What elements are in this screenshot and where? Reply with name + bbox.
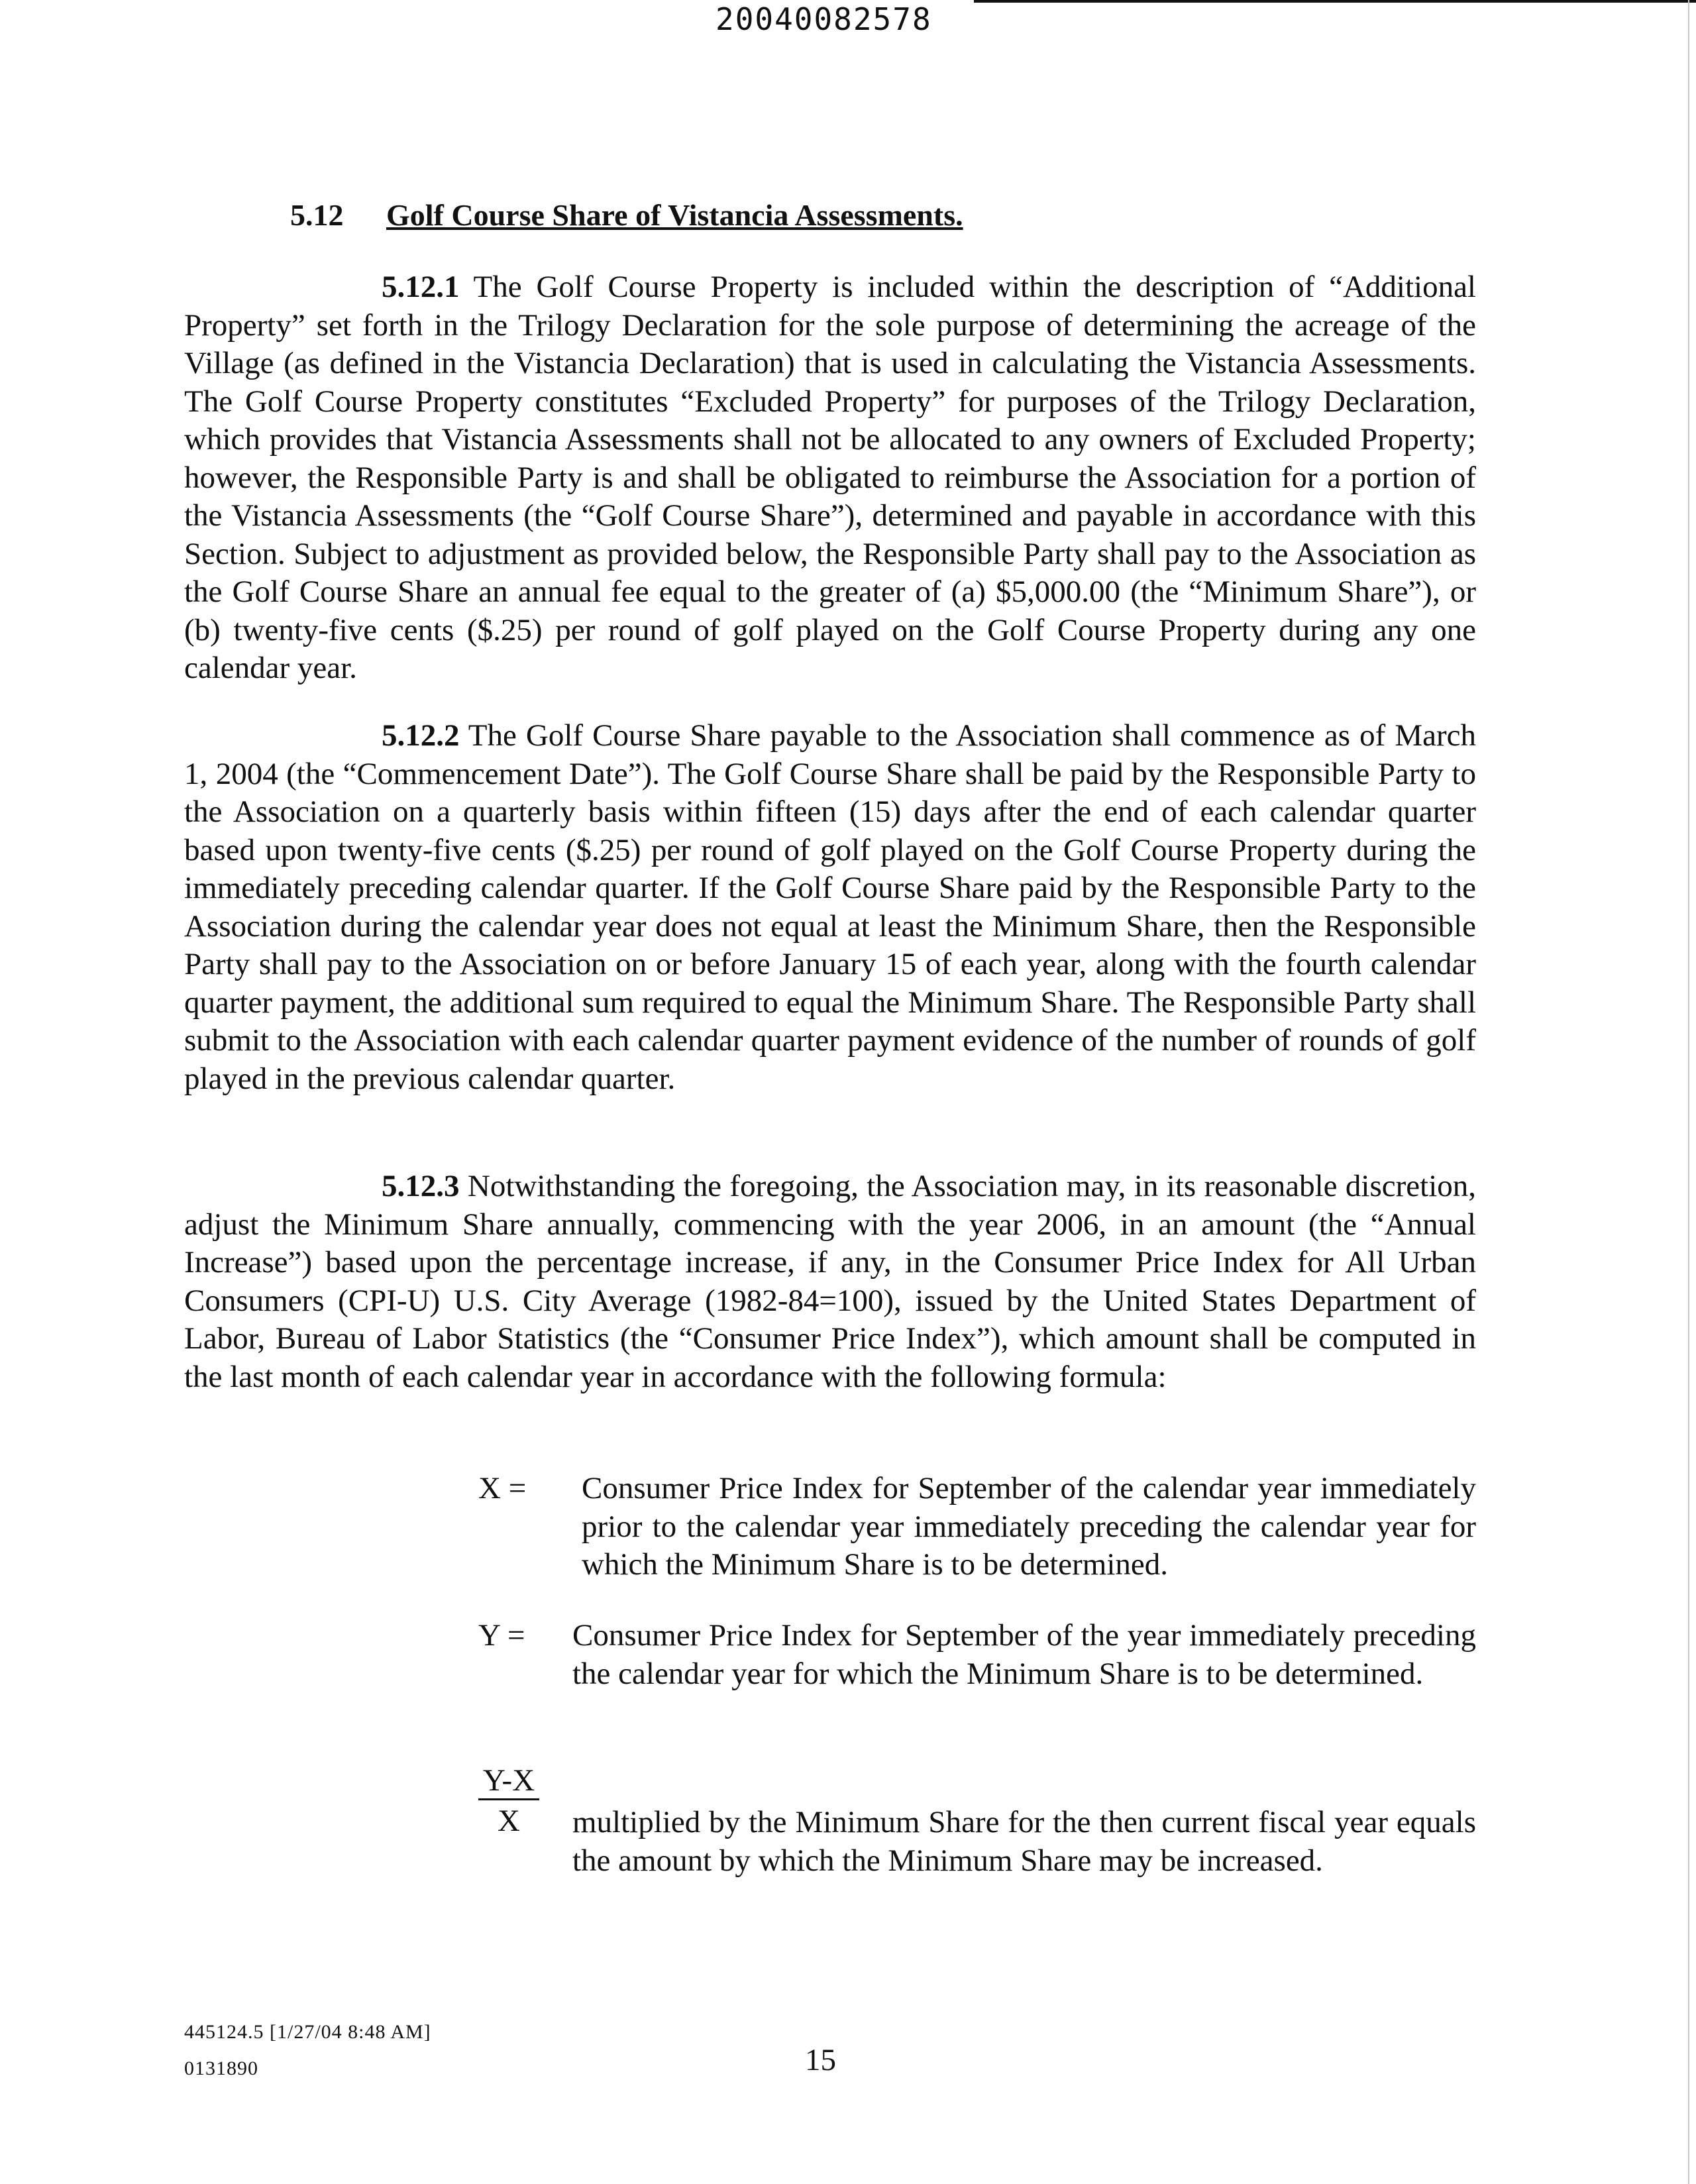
paragraph-5-12-3 bbox=[184, 1168, 1476, 1396]
section-number: 5.12 bbox=[290, 198, 344, 232]
paragraph-text: The Golf Course Property is included within the description of “Additional Property” set forth in the Trilogy Declaration for the sole purpose of determining the acreage of the Village (as defined in the Vistancia Declaration) that is used in calculating the Vistancia Assessments. The Golf Course Property constitutes “Excluded Property” for purposes of the Trilogy Declaration, which provides that Vistancia Assessments shall not be allocated to any owners of Excluded Property; however, the Responsible Party is and shall be obligated to reimburse the Association for a portion of the Vistancia Assessments (the “Golf Course Share”), determined and payable in accordance with this Section. Subject to adjustment as provided below, the Responsible Party shall pay to the Association as the Golf Course Share an annual fee equal to the greater of (a) $5,000.00 (the “Minimum Share”), or (b) twenty-five cents ($.25) per round of golf played on the Golf Course Property during any one calendar year. bbox=[184, 270, 1476, 685]
scan-edge-line bbox=[1688, 0, 1689, 2184]
footer-client-number: 0131890 bbox=[184, 2057, 258, 2079]
formula-x-definition: Consumer Price Index for September of the calendar year immediately prior to the calendar year immediately preceding the calendar year for which the Minimum Share is to be determined. bbox=[582, 1471, 1476, 1582]
section-heading bbox=[290, 197, 963, 233]
section-title: Golf Course Share of Vistancia Assessments. bbox=[386, 198, 963, 232]
fraction-numerator: Y-X bbox=[478, 1763, 539, 1800]
footer-document-reference: 445124.5 [1/27/04 8:48 AM] bbox=[184, 2021, 431, 2043]
paragraph-number: 5.12.1 bbox=[382, 270, 460, 304]
formula-fraction-definition: multiplied by the Minimum Share for the then current fiscal year equals the amount by which the Minimum Share may be increased. bbox=[572, 1805, 1476, 1878]
formula-x-label: X = bbox=[478, 1471, 527, 1505]
paragraph-number: 5.12.2 bbox=[382, 718, 460, 753]
paragraph-5-12-2 bbox=[184, 717, 1476, 1098]
fraction-denominator: X bbox=[498, 1804, 520, 1838]
paragraph-text: Notwithstanding the foregoing, the Association may, in its reasonable discretion, adjust the Minimum Share annually, commencing with the year 2006, in an amount (the “Annual Increase”) based upon the percentage increase, if any, in the Consumer Price Index for All Urban Consumers (CPI-U) U.S. City Average (1982-84=100), issued by the United States Department of Labor, Bureau of Labor Statistics (the “Consumer Price Index”), which amount shall be computed in the last month of each calendar year in accordance with the following formula: bbox=[184, 1169, 1476, 1394]
paragraph-5-12-1 bbox=[184, 268, 1476, 688]
page-number: 15 bbox=[805, 2043, 836, 2077]
paragraph-text: The Golf Course Share payable to the Association shall commence as of March 1, 2004 (the “Commencement Date”). The Golf Course Share shall be paid by the Responsible Party to the Association on a quarterly basis within fifteen (15) days after the end of each calendar quarter based upon twenty-five cents ($.25) per round of golf played on the Golf Course Property during the immediately preceding calendar quarter. If the Golf Course Share paid by the Responsible Party to the Association during the calendar year does not equal at least the Minimum Share, then the Responsible Party shall pay to the Association on or before January 15 of each year, along with the fourth calendar quarter payment, the additional sum required to equal the Minimum Share. The Responsible Party shall submit to the Association with each calendar quarter payment evidence of the number of rounds of golf played in the previous calendar quarter. bbox=[184, 718, 1476, 1096]
top-rule-line bbox=[974, 0, 1696, 3]
document-number: 20040082578 bbox=[716, 1, 932, 37]
formula-y-label: Y = bbox=[478, 1618, 525, 1653]
paragraph-number: 5.12.3 bbox=[382, 1169, 460, 1203]
formula-fraction bbox=[478, 1763, 539, 1841]
formula-y-definition: Consumer Price Index for September of the year immediately preceding the calendar year for which the Minimum Share is to be determined. bbox=[572, 1618, 1476, 1691]
